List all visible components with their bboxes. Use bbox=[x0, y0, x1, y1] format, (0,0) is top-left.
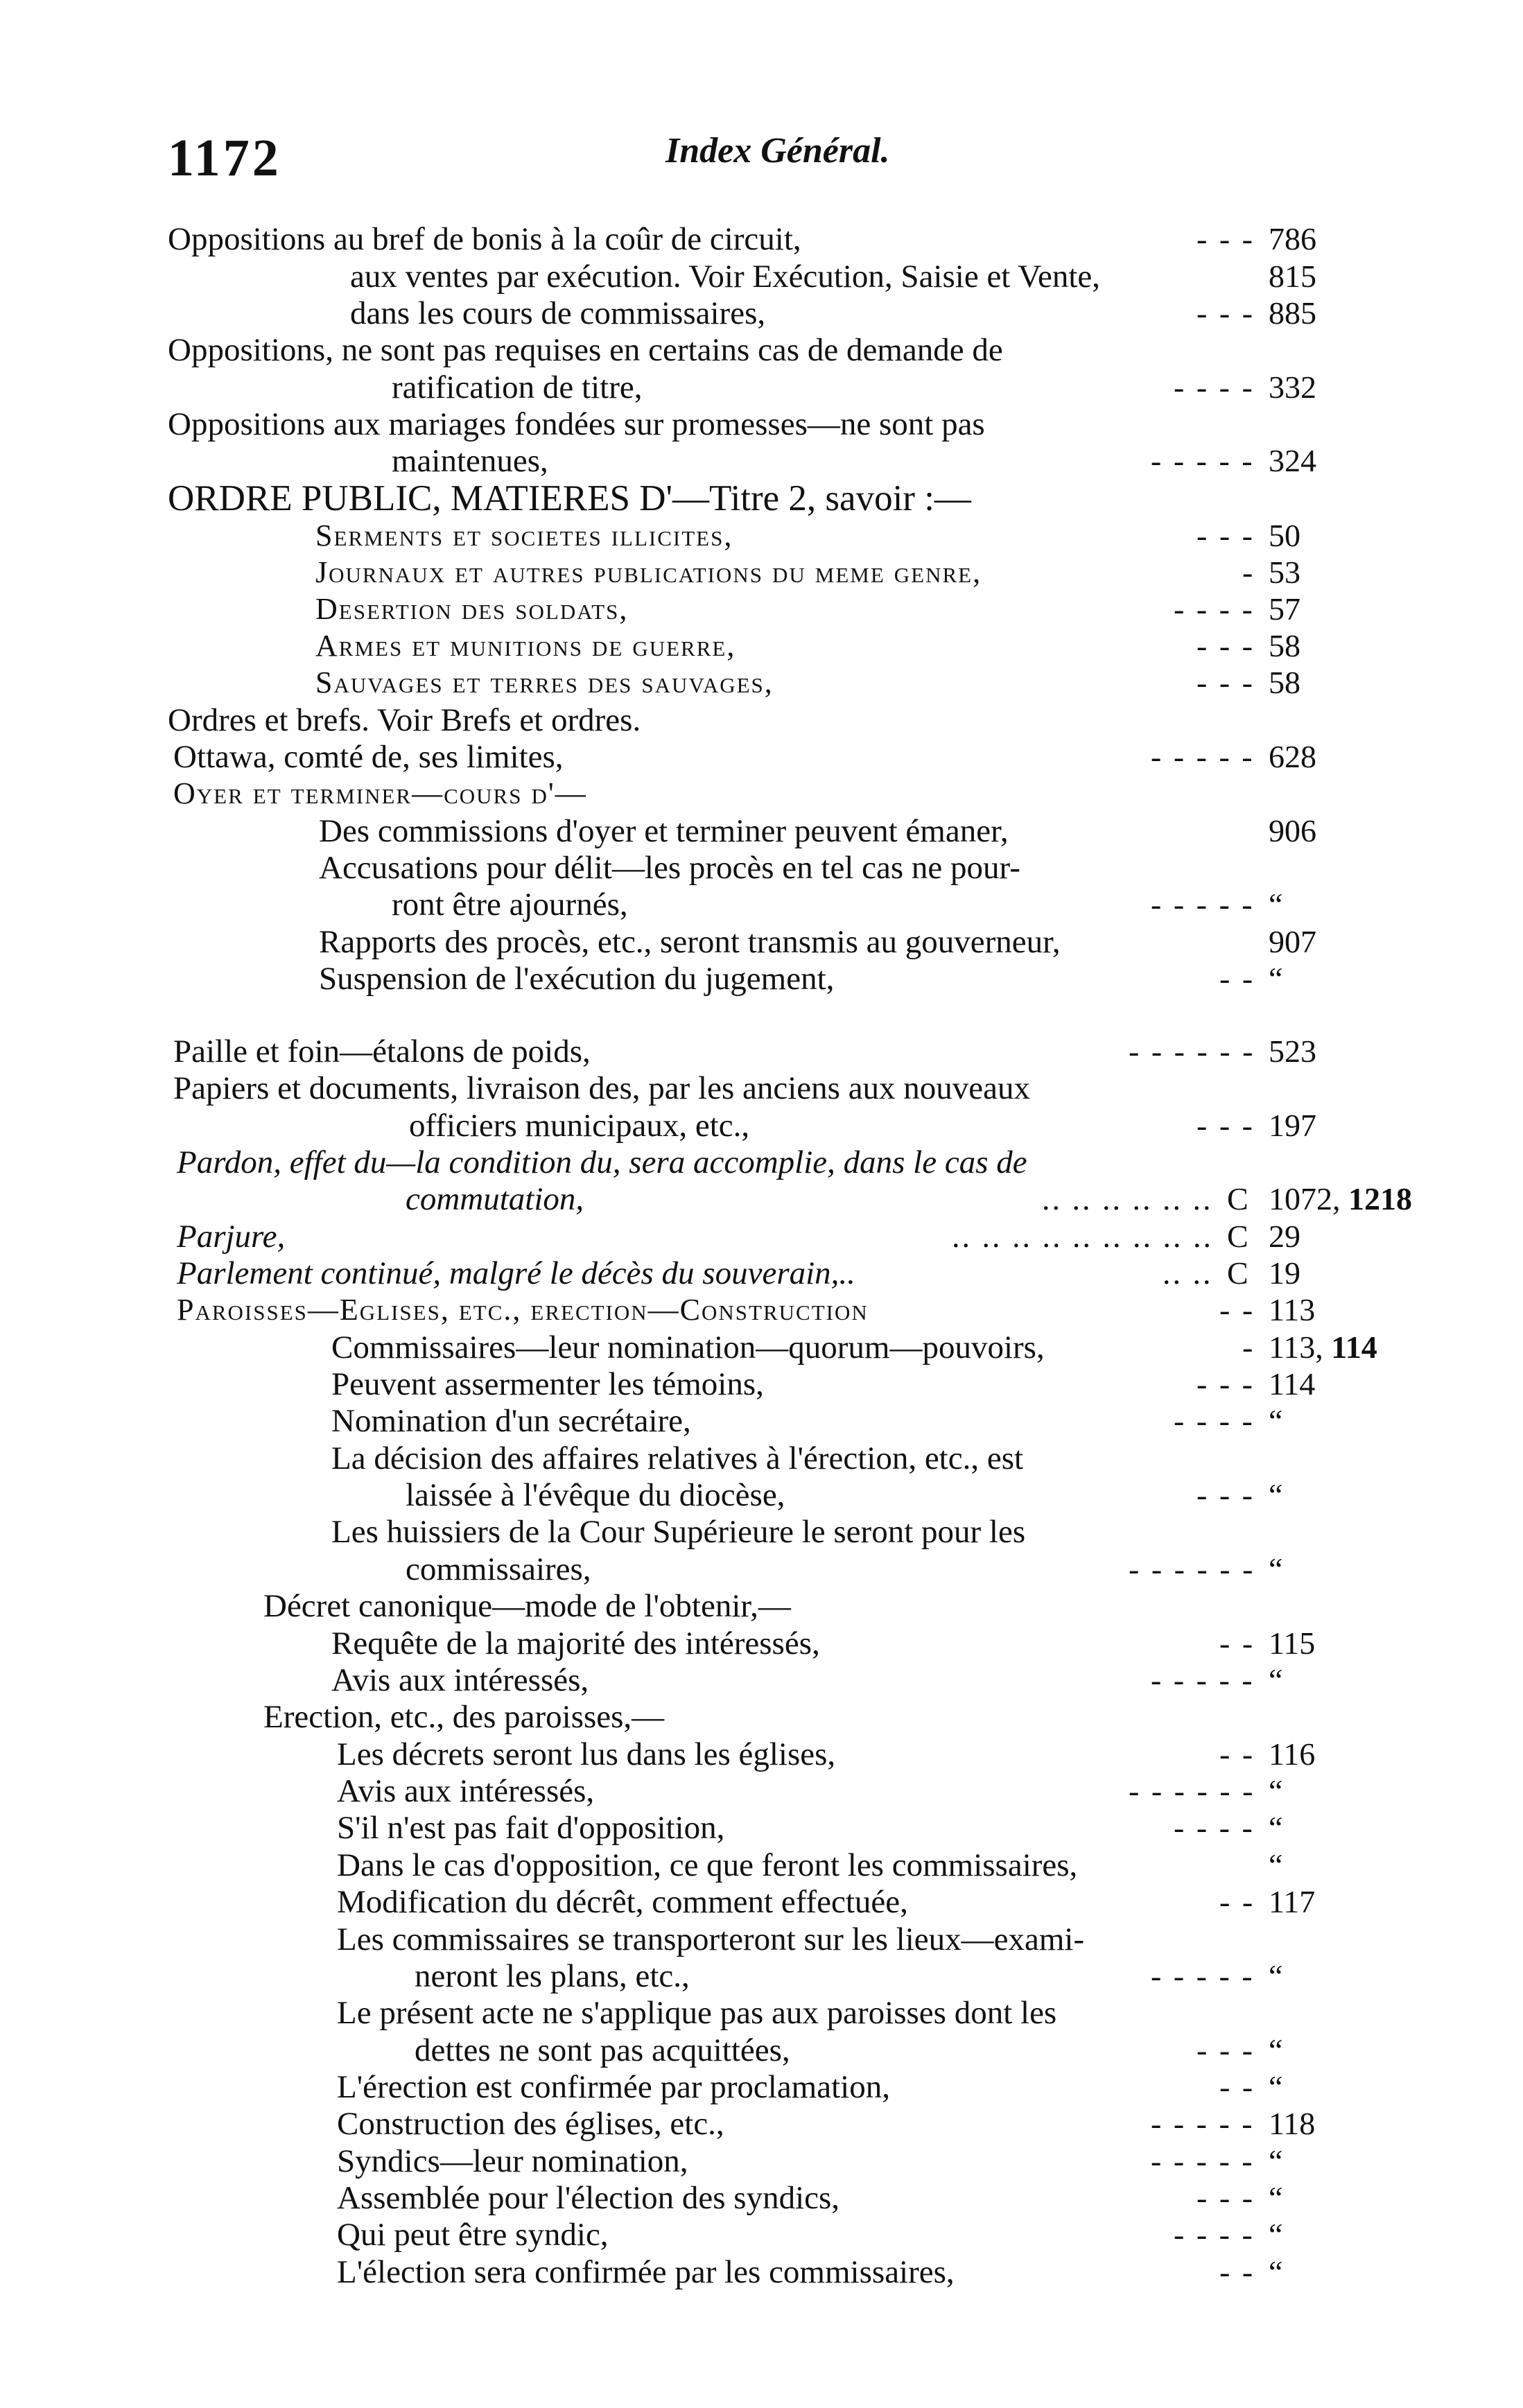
page-ref-number: 57 bbox=[1269, 591, 1300, 627]
entry-text: Des commissions d'oyer et terminer peuvent émaner, bbox=[319, 813, 1009, 849]
index-line bbox=[0, 1957, 1523, 1995]
entry-text: dans les cours de commissaires, bbox=[350, 295, 766, 331]
entry-text: Les huissiers de la Cour Supérieure le seront pour les bbox=[331, 1514, 1026, 1550]
entry-text: S'il n'est pas fait d'opposition, bbox=[337, 1810, 725, 1846]
entry-text: maintenues, bbox=[392, 443, 548, 479]
leader-dashes: - - bbox=[1219, 2069, 1255, 2104]
index-line bbox=[0, 517, 1523, 555]
leader-dashes: - bbox=[1242, 1329, 1255, 1365]
index-line bbox=[0, 1033, 1523, 1070]
page-reference bbox=[1269, 1551, 1428, 1588]
entry-text: Les décrets seront lus dans les églises, bbox=[337, 1736, 836, 1772]
entry-text: Oyer et terminer—cours d'— bbox=[173, 776, 587, 810]
index-line bbox=[0, 738, 1523, 776]
entry-text: Parjure, bbox=[177, 1219, 286, 1255]
page-reference bbox=[1269, 1476, 1428, 1514]
code-mark: C bbox=[1227, 1255, 1248, 1291]
page-reference bbox=[1269, 369, 1428, 406]
leader-dashes: - - - - bbox=[1174, 2217, 1255, 2252]
leader-dashes: - - - - bbox=[1174, 1810, 1255, 1845]
entry-text: Pardon, effet du—la condition du, sera accomplie, dans le cas de bbox=[177, 1144, 1027, 1180]
page-ref-number: 815 bbox=[1269, 259, 1316, 294]
leader-dashes: - - - - - bbox=[1151, 887, 1255, 922]
entry-text: Serments et societes illicites, bbox=[315, 518, 733, 552]
page-ref-number: 885 bbox=[1269, 295, 1316, 331]
entry-text: Le présent acte ne s'applique pas aux paroisses dont les bbox=[337, 1995, 1057, 2031]
entry-text: ORDRE PUBLIC, MATIERES D'—Titre 2, savoir :— bbox=[168, 478, 971, 518]
entry-text: ratification de titre, bbox=[392, 369, 643, 405]
page-ref-number: 58 bbox=[1269, 665, 1300, 700]
index-line bbox=[0, 480, 1523, 517]
leader-dashes: - - - bbox=[1196, 221, 1255, 256]
index-line bbox=[0, 886, 1523, 923]
leader-dashes: - - - - bbox=[1174, 369, 1255, 405]
entry-text: Erection, etc., des paroisses,— bbox=[263, 1699, 665, 1735]
index-line bbox=[0, 1440, 1523, 1477]
page-reference bbox=[1269, 1180, 1428, 1218]
leader-dashes: .. .. .. .. .. .. bbox=[1042, 1181, 1213, 1216]
page-ref-number: “ bbox=[1269, 2143, 1283, 2179]
leader-dashes: - - - bbox=[1196, 1366, 1255, 1402]
page-reference bbox=[1269, 2143, 1428, 2180]
index-line bbox=[0, 405, 1523, 443]
index-line bbox=[0, 1329, 1523, 1366]
entry-text: Papiers et documents, livraison des, par les anciens aux nouveaux bbox=[173, 1070, 1031, 1106]
leader-dashes: - - - - bbox=[1174, 1403, 1255, 1438]
page-ref-number: 116 bbox=[1269, 1736, 1316, 1772]
page-reference bbox=[1269, 886, 1428, 923]
page-ref-number: 58 bbox=[1269, 628, 1300, 663]
entry-text: laissée à l'évêque du diocèse, bbox=[406, 1477, 785, 1513]
page-ref-number: “ bbox=[1269, 2069, 1283, 2104]
index-line bbox=[0, 775, 1523, 812]
code-mark: C bbox=[1227, 1219, 1248, 1254]
page-reference bbox=[1269, 591, 1428, 628]
page-reference bbox=[1269, 812, 1428, 850]
page-reference bbox=[1269, 2105, 1428, 2143]
index-line bbox=[0, 1772, 1523, 1810]
index-line bbox=[0, 701, 1523, 739]
entry-text: Décret canonique—mode de l'obtenir,— bbox=[263, 1588, 791, 1624]
page-reference bbox=[1269, 2068, 1428, 2106]
entry-text: Oppositions au bref de bonis à la coûr de circuit, bbox=[168, 221, 801, 257]
leader-dashes: - bbox=[1242, 555, 1255, 590]
index-line bbox=[0, 331, 1523, 369]
page-reference bbox=[1269, 517, 1428, 555]
page-reference bbox=[1269, 1661, 1428, 1699]
page-ref-number: 523 bbox=[1269, 1033, 1316, 1069]
page-ref-number: “ bbox=[1269, 2217, 1283, 2252]
page-ref-number: “ bbox=[1269, 1958, 1283, 1993]
leader-dashes: - - - - bbox=[1174, 591, 1255, 627]
entry-text: ront être ajournés, bbox=[392, 887, 628, 923]
leader-dashes: - - - bbox=[1196, 1108, 1255, 1143]
entry-text: Nomination d'un secrétaire, bbox=[331, 1403, 691, 1439]
index-line bbox=[0, 1921, 1523, 1958]
entry-text: Suspension de l'exécution du jugement, bbox=[319, 961, 835, 997]
entry-text: Oppositions aux mariages fondées sur promesses—ne sont pas bbox=[168, 406, 985, 442]
leader-dashes: - - - - - - bbox=[1129, 1773, 1255, 1808]
index-line bbox=[0, 554, 1523, 591]
index-line bbox=[0, 2068, 1523, 2106]
page-reference bbox=[1269, 627, 1428, 665]
page-reference bbox=[1269, 1625, 1428, 1662]
entry-text: Dans le cas d'opposition, ce que feront les commissaires, bbox=[337, 1847, 1078, 1883]
page-ref-bold: 114 bbox=[1331, 1329, 1377, 1365]
index-line bbox=[0, 258, 1523, 295]
page-ref-number: 50 bbox=[1269, 518, 1300, 553]
page-ref-number: 628 bbox=[1269, 739, 1316, 774]
index-line bbox=[0, 1218, 1523, 1255]
entry-text: Assemblée pour l'élection des syndics, bbox=[337, 2180, 840, 2216]
entry-text: Oppositions, ne sont pas requises en certains cas de demande de bbox=[168, 332, 1003, 368]
page-ref-number: “ bbox=[1269, 1847, 1283, 1883]
page-reference bbox=[1269, 1809, 1428, 1847]
code-mark: C bbox=[1227, 1181, 1248, 1216]
page-ref-number: 786 bbox=[1269, 221, 1316, 256]
leader-dashes: - - - bbox=[1196, 628, 1255, 663]
leader-dashes: - - - bbox=[1196, 295, 1255, 331]
leader-dashes: - - - - - bbox=[1151, 443, 1255, 478]
leader-dashes: - - - - - bbox=[1151, 2143, 1255, 2179]
leader-dashes: - - - - - bbox=[1151, 1662, 1255, 1698]
page-reference bbox=[1269, 220, 1428, 258]
page-reference bbox=[1269, 442, 1428, 480]
index-line bbox=[0, 664, 1523, 701]
index-line bbox=[0, 1698, 1523, 1736]
entry-text: Ottawa, comté de, ses limites, bbox=[173, 739, 564, 775]
entry-text: officiers municipaux, etc., bbox=[409, 1108, 750, 1144]
page-ref-number: “ bbox=[1269, 961, 1283, 996]
entry-text: Avis aux intéressés, bbox=[337, 1773, 595, 1809]
entry-text: La décision des affaires relatives à l'érection, etc., est bbox=[331, 1440, 1024, 1476]
page-ref-number: “ bbox=[1269, 1551, 1283, 1587]
leader-dashes: - - - - - bbox=[1151, 1958, 1255, 1993]
leader-dashes: - - - - - - bbox=[1129, 1033, 1255, 1069]
index-line bbox=[0, 1180, 1523, 1218]
page-reference bbox=[1269, 2216, 1428, 2253]
page-reference bbox=[1269, 1329, 1428, 1366]
page-ref-number: 114 bbox=[1269, 1366, 1316, 1402]
page-reference bbox=[1269, 2179, 1428, 2217]
index-line bbox=[0, 2179, 1523, 2217]
index-line bbox=[0, 591, 1523, 628]
entry-text: Rapports des procès, etc., seront transmis au gouverneur, bbox=[319, 924, 1061, 960]
page-reference bbox=[1269, 1402, 1428, 1440]
index-line bbox=[0, 2143, 1523, 2180]
index-line bbox=[0, 1994, 1523, 2032]
index-line bbox=[0, 295, 1523, 332]
index-line bbox=[0, 1402, 1523, 1440]
page-number: 1172 bbox=[168, 129, 281, 187]
index-line bbox=[0, 812, 1523, 850]
entry-text: Les commissaires se transporteront sur les lieux—exami- bbox=[337, 1921, 1085, 1957]
index-line bbox=[0, 442, 1523, 480]
page-ref-number: “ bbox=[1269, 1403, 1283, 1438]
entry-text: Armes et munitions de guerre, bbox=[315, 629, 736, 663]
leader-dashes: - - bbox=[1219, 961, 1255, 996]
entry-text: aux ventes par exécution. Voir Exécution, Saisie et Vente, bbox=[350, 259, 1101, 295]
page-ref-number: “ bbox=[1269, 1773, 1283, 1808]
page-reference bbox=[1269, 1033, 1428, 1070]
index-line bbox=[0, 1661, 1523, 1699]
page-ref-number: 332 bbox=[1269, 369, 1316, 405]
leader-dashes: - - - - - bbox=[1151, 2106, 1255, 2141]
index-line bbox=[0, 2105, 1523, 2143]
page-reference bbox=[1269, 1736, 1428, 1773]
leader-dashes: - - - bbox=[1196, 518, 1255, 553]
entry-text: Accusations pour délit—les procès en tel cas ne pour- bbox=[319, 850, 1020, 886]
page-reference bbox=[1269, 554, 1428, 591]
leader-dashes: - - bbox=[1219, 1625, 1255, 1661]
page-reference bbox=[1269, 1883, 1428, 1921]
index-line bbox=[0, 627, 1523, 665]
leader-dashes: - - bbox=[1219, 1736, 1255, 1772]
index-line bbox=[0, 1144, 1523, 1181]
page-ref-number: “ bbox=[1269, 1810, 1283, 1845]
entry-text: Modification du décrêt, comment effectuée, bbox=[337, 1884, 908, 1920]
page-ref-number: 906 bbox=[1269, 813, 1316, 848]
page-ref-number: 115 bbox=[1269, 1625, 1316, 1661]
entry-text: Sauvages et terres des sauvages, bbox=[315, 665, 774, 699]
page-reference bbox=[1269, 1255, 1428, 1292]
page-ref-number: 324 bbox=[1269, 443, 1316, 478]
entry-text: Desertion des soldats, bbox=[315, 592, 629, 626]
entry-text: commutation, bbox=[406, 1181, 584, 1217]
index-line bbox=[0, 1883, 1523, 1921]
leader-dashes: .. .. .. .. .. .. .. .. .. bbox=[952, 1219, 1213, 1254]
page-ref-number: 53 bbox=[1269, 555, 1300, 590]
page-reference bbox=[1269, 1107, 1428, 1144]
leader-dashes: - - - - - - bbox=[1129, 1551, 1255, 1587]
index-line bbox=[0, 2216, 1523, 2253]
index-line bbox=[0, 960, 1523, 997]
page-reference bbox=[1269, 1366, 1428, 1403]
leader-dashes: - - bbox=[1219, 1292, 1255, 1327]
page-ref-bold: 1218 bbox=[1348, 1181, 1412, 1216]
entry-text: L'érection est confirmée par proclamation, bbox=[337, 2069, 890, 2105]
leader-dashes: - - - bbox=[1196, 665, 1255, 700]
leader-dashes: - - bbox=[1219, 2254, 1255, 2289]
index-line bbox=[0, 2032, 1523, 2069]
index-line bbox=[0, 1847, 1523, 1884]
page-ref-number: “ bbox=[1269, 1662, 1283, 1698]
entry-text: L'élection sera confirmée par les commissaires, bbox=[337, 2254, 955, 2290]
index-line bbox=[0, 1255, 1523, 1292]
entry-text: neront les plans, etc., bbox=[415, 1958, 690, 1994]
page-reference bbox=[1269, 1218, 1428, 1255]
page-reference bbox=[1269, 960, 1428, 997]
page-ref-number: “ bbox=[1269, 1477, 1283, 1512]
entry-text: Paroisses—Eglises, etc., erection—Construction bbox=[177, 1293, 869, 1327]
page-reference bbox=[1269, 1291, 1428, 1329]
index-line bbox=[0, 849, 1523, 887]
page-reference bbox=[1269, 1847, 1428, 1884]
entry-text: Syndics—leur nomination, bbox=[337, 2143, 688, 2179]
leader-dashes: .. .. bbox=[1163, 1255, 1213, 1291]
index-line bbox=[0, 1513, 1523, 1551]
index-line bbox=[0, 1809, 1523, 1847]
page-ref-number: 19 bbox=[1269, 1255, 1300, 1291]
page-reference bbox=[1269, 923, 1428, 961]
index-line bbox=[0, 923, 1523, 961]
page-ref-number: 117 bbox=[1269, 1884, 1316, 1919]
page-ref-number: 113, bbox=[1269, 1329, 1323, 1365]
page-reference bbox=[1269, 295, 1428, 332]
entry-text: Ordres et brefs. Voir Brefs et ordres. bbox=[168, 702, 641, 738]
index-line bbox=[0, 1070, 1523, 1107]
index-line bbox=[0, 220, 1523, 258]
entry-text: Peuvent assermenter les témoins, bbox=[331, 1366, 764, 1402]
page-ref-number: “ bbox=[1269, 2180, 1283, 2215]
page-ref-number: 118 bbox=[1269, 2106, 1316, 2141]
index-line bbox=[0, 1736, 1523, 1773]
entry-text: Paille et foin—étalons de poids, bbox=[173, 1033, 591, 1070]
leader-dashes: - - bbox=[1219, 1884, 1255, 1919]
page-ref-number: 113 bbox=[1269, 1292, 1316, 1327]
page-reference bbox=[1269, 738, 1428, 776]
page-title: Index Général. bbox=[665, 131, 890, 171]
entry-text: Parlement continué, malgré le décès du souverain,.. bbox=[177, 1255, 855, 1291]
index-line bbox=[0, 1625, 1523, 1662]
page-reference bbox=[1269, 1772, 1428, 1810]
page-ref-number: “ bbox=[1269, 2254, 1283, 2289]
entry-text: Commissaires—leur nomination—quorum—pouvoirs, bbox=[331, 1329, 1045, 1366]
index-line bbox=[0, 1476, 1523, 1514]
page-reference bbox=[1269, 2253, 1428, 2291]
entry-text: Avis aux intéressés, bbox=[331, 1662, 589, 1698]
index-line bbox=[0, 2253, 1523, 2291]
page-ref-number: “ bbox=[1269, 887, 1283, 922]
page-reference bbox=[1269, 2032, 1428, 2069]
index-line bbox=[0, 369, 1523, 406]
index-line bbox=[0, 1551, 1523, 1588]
index-line bbox=[0, 1107, 1523, 1144]
entry-text: Construction des églises, etc., bbox=[337, 2106, 724, 2142]
page-ref-number: 907 bbox=[1269, 924, 1316, 959]
page-ref-number: “ bbox=[1269, 2032, 1283, 2068]
index-line bbox=[0, 1366, 1523, 1403]
index-line bbox=[0, 1291, 1523, 1329]
index-line bbox=[0, 1587, 1523, 1625]
page-reference bbox=[1269, 258, 1428, 295]
page-reference bbox=[1269, 664, 1428, 701]
leader-dashes: - - - - - bbox=[1151, 739, 1255, 774]
leader-dashes: - - - bbox=[1196, 1477, 1255, 1512]
entry-text: dettes ne sont pas acquittées, bbox=[415, 2032, 790, 2068]
leader-dashes: - - - bbox=[1196, 2032, 1255, 2068]
entry-text: Requête de la majorité des intéressés, bbox=[331, 1625, 820, 1661]
page-ref-number: 197 bbox=[1269, 1108, 1316, 1143]
entry-text: commissaires, bbox=[406, 1551, 591, 1587]
leader-dashes: - - - bbox=[1196, 2180, 1255, 2215]
entry-text: Qui peut être syndic, bbox=[337, 2217, 609, 2253]
page-ref-number: 1072, bbox=[1269, 1181, 1341, 1216]
page-ref-number: 29 bbox=[1269, 1219, 1300, 1254]
page-reference bbox=[1269, 1957, 1428, 1995]
entry-text: Journaux et autres publications du meme genre, bbox=[315, 555, 982, 589]
